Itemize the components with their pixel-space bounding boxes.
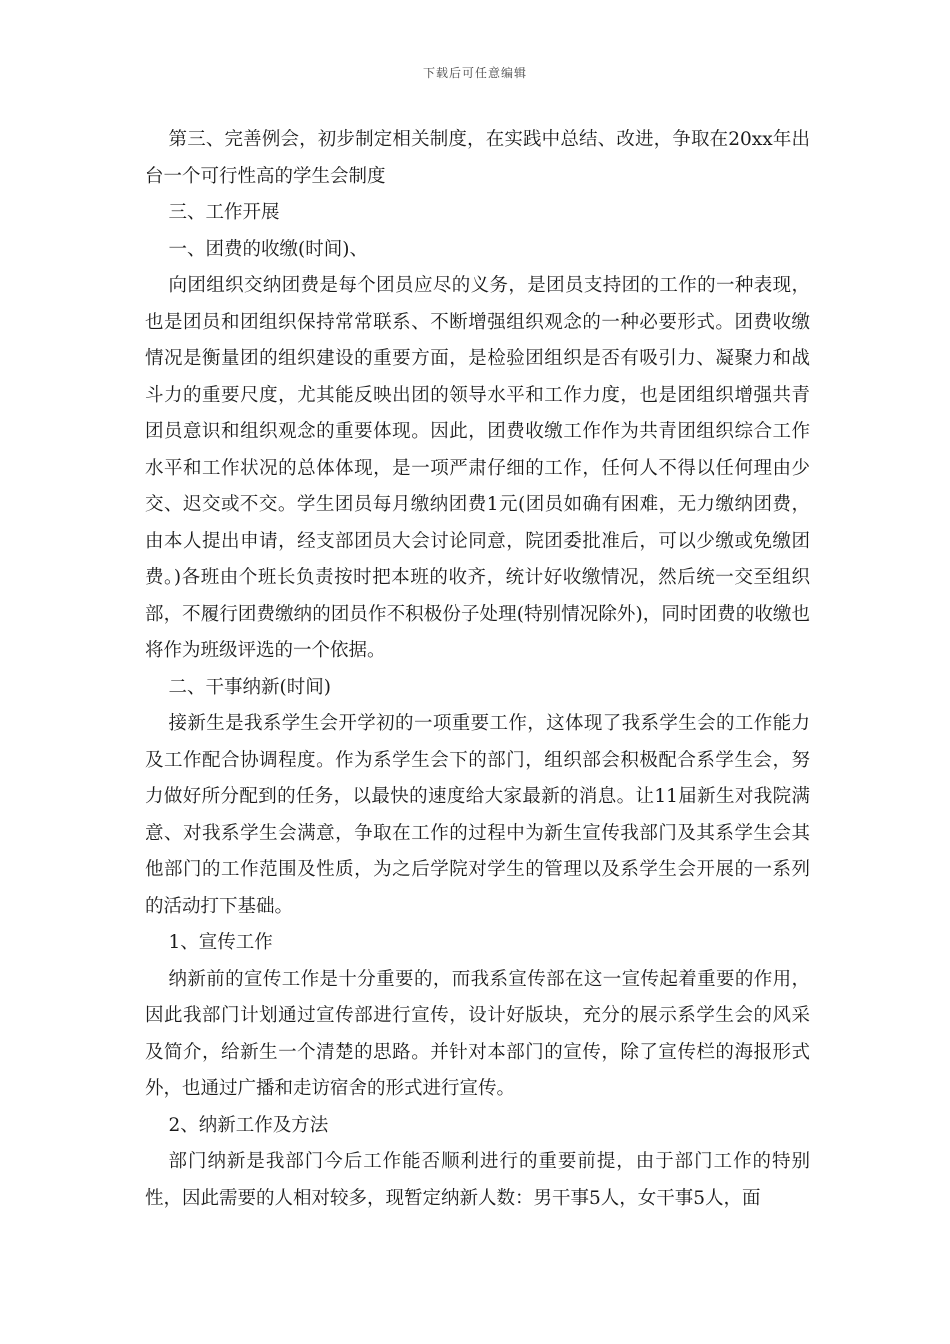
paragraph: 第三、完善例会，初步制定相关制度，在实践中总结、改进，争取在20xx年出台一个可行性高的学生会制度 — [145, 129, 810, 187]
paragraph: 向团组织交纳团费是每个团员应尽的义务，是团员支持团的工作的一种表现，也是团员和团组织保持常常联系、不断增强组织观念的一种必要形式。团费收缴情况是衡量团的组织建设的重要方面，是检验团组织是否有吸引力、凝聚力和战斗力的重要尺度，尤其能反映出团的领导水平和工作力度，也是团组织增强共青团员意识和组织观念的重要体现。因此，团费收缴工作作为共青团组织综合工作水平和工作状况的总体体现，是一项严肃仔细的工作，任何人不得以任何理由少交、迟交或不交。学生团员每月缴纳团费1元(团员如确有困难，无力缴纳团费，由本人提出申请，经支部团员大会讨论同意，院团委批准后，可以少缴或免缴团费。)各班由个班长负责按时把本班的收齐，统计好收缴情况，然后统一交至组织部，不履行团费缴纳的团员作不积极份子处理(特别情况除外)，同时团费的收缴也将作为班级评选的一个依据。 — [145, 275, 810, 661]
paragraph: 接新生是我系学生会开学初的一项重要工作，这体现了我系学生会的工作能力及工作配合协调程度。作为系学生会下的部门，组织部会积极配合系学生会，努力做好所分配到的任务，以最快的速度给大家最新的消息。让11届新生对我院满意、对我系学生会满意，争取在工作的过程中为新生宣传我部门及其系学生会其他部门的工作范围及性质，为之后学院对学生的管理以及系学生会开展的一系列的活动打下基础。 — [145, 713, 810, 917]
paragraph: 纳新前的宣传工作是十分重要的，而我系宣传部在这一宣传起着重要的作用，因此我部门计划通过宣传部进行宣传，设计好版块，充分的展示系学生会的风采及简介，给新生一个清楚的思路。并针对本部门的宣传，除了宣传栏的海报形式外，也通过广播和走访宿舍的形式进行宣传。 — [145, 968, 810, 1099]
page-header: 下载后可任意编辑 — [422, 66, 527, 80]
paragraph: 部门纳新是我部门今后工作能否顺利进行的重要前提，由于部门工作的特别性，因此需要的人相对较多，现暂定纳新人数：男干事5人，女干事5人，面 — [145, 1151, 810, 1209]
document-body — [145, 122, 810, 1217]
item-heading: 2、纳新工作及方法 — [168, 1114, 329, 1136]
item-heading: 1、宣传工作 — [168, 932, 273, 953]
section-heading: 三、工作开展 — [168, 202, 280, 223]
subsection-heading: 一、团费的收缴(时间)、 — [168, 238, 368, 260]
subsection-heading: 二、干事纳新(时间) — [168, 676, 331, 698]
